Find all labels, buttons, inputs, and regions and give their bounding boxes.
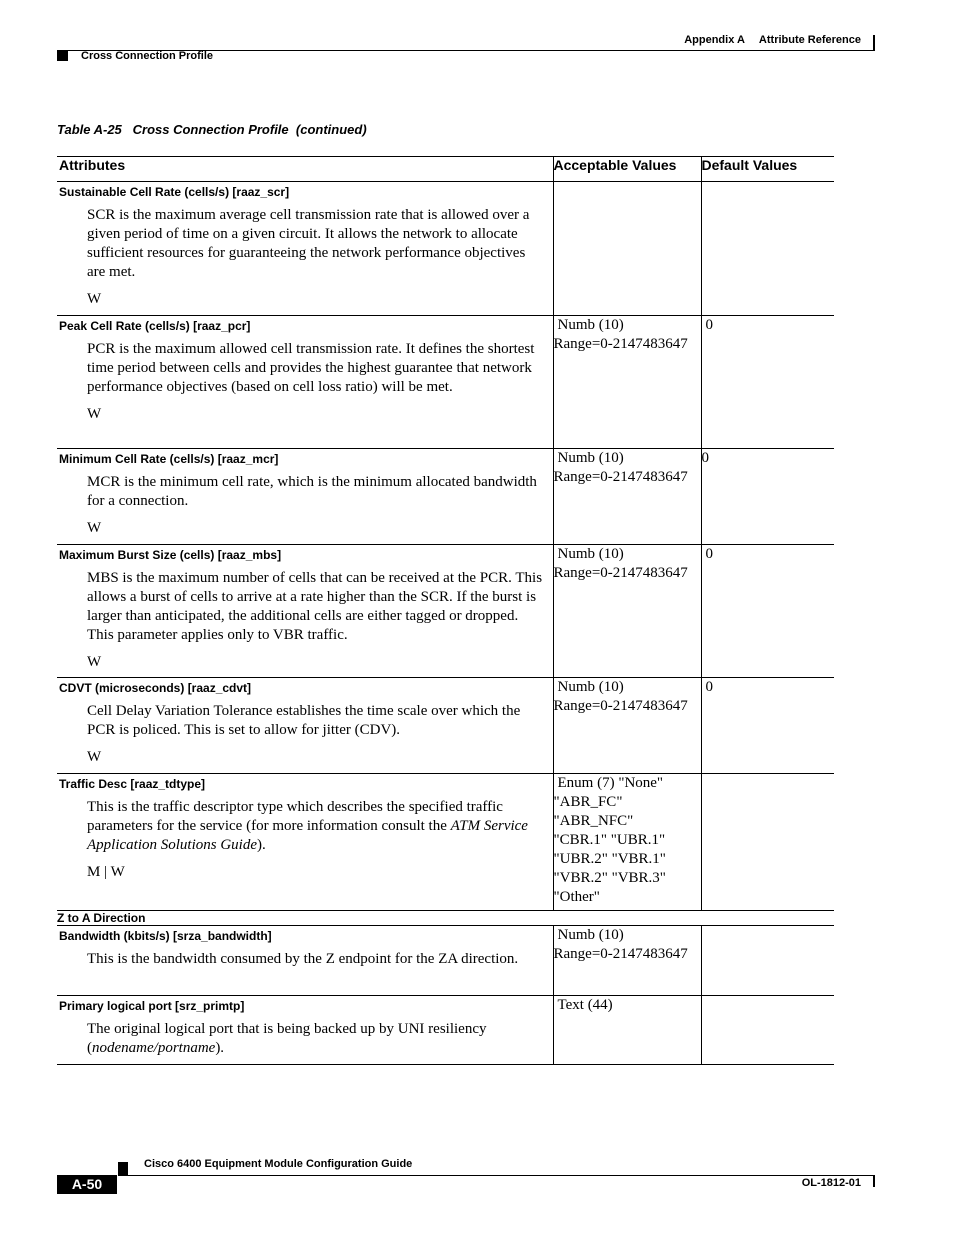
table-row (57, 678, 834, 774)
value-range: Range=0-2147483647 (553, 565, 688, 581)
section-row (57, 911, 834, 926)
default-value-cell (701, 678, 834, 774)
default-value-cell (701, 545, 834, 678)
value-range: Range=0-2147483647 (553, 698, 688, 714)
attribute-description (57, 794, 553, 855)
default-value-cell (701, 996, 834, 1065)
acceptable-values-cell (553, 545, 701, 678)
attribute-name: Primary logical port [srz_primtp] (59, 999, 245, 1013)
default-value: 0 (701, 450, 709, 466)
acceptable-values-cell (553, 316, 701, 449)
attribute-description (57, 1016, 553, 1058)
guide-title: Cisco 6400 Equipment Module Configuration Guide (144, 1158, 413, 1170)
attribute-cell (57, 449, 553, 545)
header-tick-mark (873, 35, 875, 51)
column-header-acceptable: Acceptable Values (553, 157, 701, 182)
default-value-cell (701, 926, 834, 996)
port-format-text: nodename/portname (92, 1040, 216, 1056)
value-type: Text (44) (557, 997, 613, 1013)
attribute-description: SCR is the maximum average cell transmission rate that is allowed over a given period of time on a given circuit. It allows the network to allocate sufficient resources for guaranteeing the network performance objectives are met. (87, 207, 530, 280)
value-range: Range=0-2147483647 (553, 946, 688, 962)
attribute-name: Sustainable Cell Rate (cells/s) [raaz_scr] (59, 185, 290, 199)
attribute-access: W (87, 520, 102, 536)
default-value: 0 (705, 679, 713, 695)
footer-block-marker (118, 1162, 128, 1175)
footer-tick-mark (873, 1175, 875, 1187)
column-header-attributes: Attributes (57, 157, 553, 182)
attribute-access: W (87, 654, 102, 670)
acceptable-values-cell (553, 182, 701, 316)
attribute-description: MBS is the maximum number of cells that can be received at the PCR. This allows a burst of cells to arrive at a rate higher than the SCR. If the burst is larger than anticipated, the additional cells are either tagged or dropped. This parameter applies only to VBR traffic. (87, 570, 543, 643)
value-type: Enum (7) "None" (557, 775, 664, 791)
value-type: Numb (10) (557, 927, 624, 943)
default-value-cell (701, 182, 834, 316)
attribute-name: Minimum Cell Rate (cells/s) [raaz_mcr] (59, 452, 279, 466)
attribute-name: CDVT (microseconds) [raaz_cdvt] (59, 681, 252, 695)
attribute-cell (57, 774, 553, 911)
table-row (57, 996, 834, 1065)
attribute-access: M | W (87, 864, 125, 880)
page-number: A-50 (57, 1175, 117, 1194)
attribute-access: W (87, 749, 102, 765)
table-row (57, 316, 834, 449)
table-row (57, 926, 834, 996)
description-text: The original logical port that is being backed up by UNI resiliency ( (87, 1021, 487, 1056)
default-value: 0 (705, 317, 713, 333)
default-value-cell (701, 316, 834, 449)
acceptable-values-cell (553, 449, 701, 545)
value-type: Numb (10) (557, 679, 624, 695)
attribute-cell (57, 316, 553, 449)
attribute-name: Bandwidth (kbits/s) [srza_bandwidth] (59, 929, 272, 943)
table-header-row (57, 157, 834, 182)
table-row (57, 774, 834, 911)
default-value-cell (701, 774, 834, 911)
referenced-guide-title: ATM Service Application Solutions Guide (87, 818, 528, 853)
caption-number: Table A-25 (57, 122, 122, 137)
acceptable-values-cell (553, 996, 701, 1065)
acceptable-values-cell (553, 926, 701, 996)
header-block-marker (57, 51, 68, 61)
attribute-cell (57, 182, 553, 316)
footer-rule (118, 1175, 875, 1176)
value-range: Range=0-2147483647 (553, 469, 688, 485)
section-label: Z to A Direction (57, 911, 834, 926)
table-row (57, 545, 834, 678)
attribute-name: Maximum Burst Size (cells) [raaz_mbs] (59, 548, 282, 562)
description-text-end: ). (215, 1040, 225, 1056)
attribute-access: W (87, 291, 102, 307)
running-header (684, 34, 861, 46)
chapter-title: Attribute Reference (758, 34, 861, 46)
acceptable-values-cell (553, 774, 701, 911)
attribute-name: Traffic Desc [raaz_tdtype] (59, 777, 206, 791)
description-text-end: ). (257, 837, 266, 853)
caption-title: Cross Connection Profile (132, 122, 289, 137)
chapter-label: Appendix A (684, 34, 745, 46)
attribute-table (57, 156, 834, 1065)
attribute-access: W (87, 406, 102, 422)
value-range: Range=0-2147483647 (553, 336, 688, 352)
attribute-name: Peak Cell Rate (cells/s) [raaz_pcr] (59, 319, 251, 333)
table-row (57, 182, 834, 316)
default-value-cell (701, 449, 834, 545)
default-value: 0 (705, 546, 713, 562)
value-type: Numb (10) (557, 546, 624, 562)
attribute-description: This is the bandwidth consumed by the Z endpoint for the ZA direction. (87, 951, 519, 967)
attribute-description: MCR is the minimum cell rate, which is the minimum allocated bandwidth for a connection. (87, 474, 537, 509)
section-title: Cross Connection Profile (81, 50, 214, 62)
description-text: This is the traffic descriptor type which describes the specified traffic parameters for the service (for more information consult the (87, 799, 503, 834)
value-type: Numb (10) (557, 450, 624, 466)
value-type: Numb (10) (557, 317, 624, 333)
table-caption (57, 122, 367, 137)
attribute-cell (57, 678, 553, 774)
caption-continued: (continued) (295, 122, 367, 137)
table-row (57, 449, 834, 545)
attribute-description: Cell Delay Variation Tolerance establishes the time scale over which the PCR is policed. This is set to allow for jitter (CDV). (87, 703, 521, 738)
attribute-cell (57, 996, 553, 1065)
acceptable-values-cell (553, 678, 701, 774)
attribute-description: PCR is the maximum allowed cell transmission rate. It defines the shortest time period between cells and provides the highest guarantee that network performance objectives (based on cell loss ratio) will be met. (87, 341, 535, 395)
value-enum-list: "ABR_FC" "ABR_NFC" "CBR.1" "UBR.1" "UBR.2" "VBR.1" "VBR.2" "VBR.3" "Other" (553, 794, 666, 905)
column-header-default: Default Values (701, 157, 834, 182)
attribute-cell (57, 545, 553, 678)
document-number: OL-1812-01 (801, 1177, 861, 1189)
attribute-cell (57, 926, 553, 996)
